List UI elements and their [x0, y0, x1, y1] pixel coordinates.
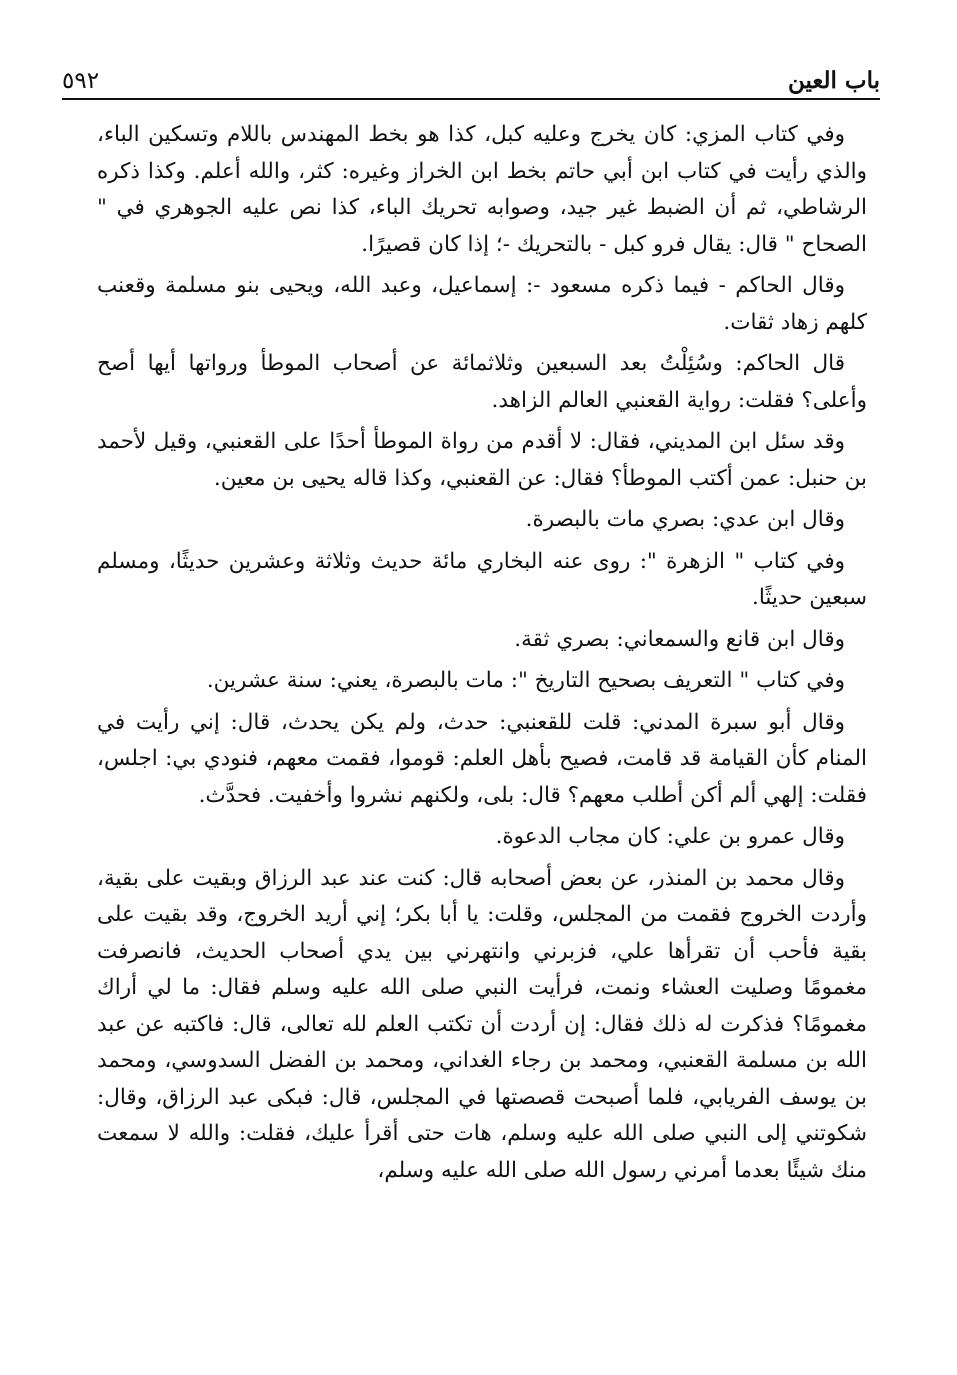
paragraph: وقال الحاكم - فيما ذكره مسعود -: إسماعيل، وعبد الله، ويحيى بنو مسلمة وقعنب كلهم زهاد ثقات. [97, 273, 867, 335]
paragraph: وقال ابن عدي: بصري مات بالبصرة. [525, 507, 845, 532]
paragraph: وقد سئل ابن المديني، فقال: لا أقدم من رواة الموطأ أحدًا على القعنبي، وقيل لأحمد بن حنبل: عمن أكتب الموطأ؟ فقال: عن القعنبي، وكذا قاله يحيى بن معين. [97, 429, 867, 491]
paragraph: وقال عمرو بن علي: كان مجاب الدعوة. [495, 824, 845, 849]
running-head [62, 60, 880, 96]
paragraph: وفي كتاب " التعريف بصحيح التاريخ ": مات بالبصرة، يعني: سنة عشرين. [206, 668, 845, 693]
body-text [97, 117, 867, 1194]
paragraph: قال الحاكم: وسُئِلْتُ بعد السبعين وثلاثمائة عن أصحاب الموطأ ورواتها أيها أصح وأعلى؟ فقلت: رواية القعنبي العالم الزاهد. [97, 351, 867, 413]
header-rule [62, 98, 880, 100]
paragraph: وقال ابن قانع والسمعاني: بصري ثقة. [514, 626, 845, 652]
paragraph: وقال محمد بن المنذر، عن بعض أصحابه قال: كنت عند عبد الرزاق وبقيت على بقية، وأردت الخروج فقمت من المجلس، وقلت: يا أبا بكر؛ إني أريد الخروج، وقد بقيت على بقية فأحب أن تقرأها علي، فزبرني وانتهرني بين يدي أصحاب الحديث، فانصرفت مغمومًا وصليت العشاء ونمت، فرأيت النبي صلى الله عليه وسلم فقال: ما لي أراك مغمومًا؟ فذكرت له ذلك فقال: إن أردت أن تكتب العلم لله تعالى، قال: فاكتبه عن عبد الله بن مسلمة القعنبي، ومحمد بن رجاء الغداني، ومحمد بن الفضل السدوسي، ومحمد بن يوسف الفريابي، فلما أصبحت قصصتها في المجلس، قال: فبكى عبد الرزاق، وقال: شكوتني إلى النبي صلى الله عليه وسلم، هات حتى أقرأ عليك، فقلت: والله لا سمعت منك شيئًا بعدما أمرني رسول الله صلى الله عليه وسلم، [97, 865, 867, 1183]
paragraph: وفي كتاب المزي: كان يخرج وعليه كبل، كذا هو بخط المهندس باللام وتسكين الباء، والذي رأيت في كتاب ابن أبي حاتم بخط ابن الخراز وغيره: كثر، والله أعلم. وكذا ذكره الرشاطي، ثم أن الضبط غير جيد، وصوابه تحريك الباء، كذا نص عليه الجوهري في " الصحاح " قال: يقال فرو كبل - بالتحريك -؛ إذا كان قصيرًا. [97, 122, 867, 257]
chapter-title: باب العين [787, 67, 880, 94]
page-number: ٥٩٢ [62, 68, 100, 94]
paragraph: وقال أبو سبرة المدني: قلت للقعنبي: حدث، ولم يكن يحدث، قال: إني رأيت في المنام كأن القيامة قد قامت، فصيح بأهل العلم: قوموا، فقمت معهم، فنودي بي: اجلس، فقلت: إلهي ألم أكن أطلب معهم؟ قال: بلى، ولكنهم نشروا وأخفيت. فحدَّث. [97, 709, 867, 808]
paragraph: وفي كتاب " الزهرة ": روى عنه البخاري مائة حديث وثلاثة وعشرين حديثًا، ومسلم سبعين حديثًا. [97, 548, 867, 610]
